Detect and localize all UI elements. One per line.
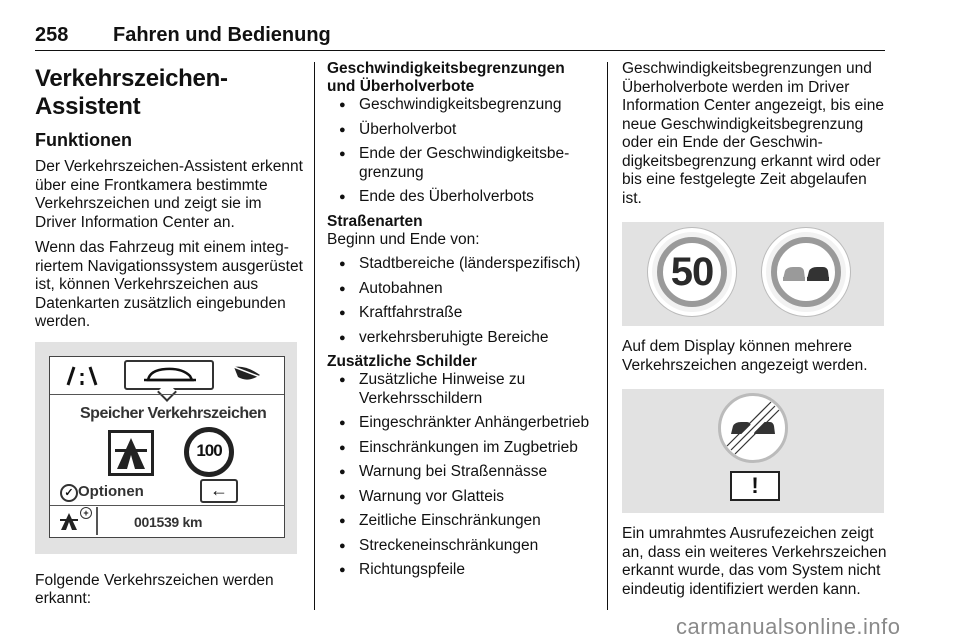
list-item: ● Überholverbot [327,121,591,140]
odometer-value: 001539 km [134,513,203,530]
back-arrow-icon: ← [200,479,238,503]
page-header [35,22,885,51]
list-heading: Straßenarten [327,212,423,230]
paragraph: Ein umrahmtes Ausrufezeichen zeigt an, dass ein weiteres Verkehrszeichen erkannt wurde, das vom System nicht eindeutig identifiziert werden kann. [622,525,887,598]
plus-badge-icon: + [80,507,92,519]
section-title: Verkehrszeichen-Assistent [35,65,228,120]
watermark: carmanualsonline.info [676,614,901,639]
sign-list [327,96,591,207]
motorway-sign-icon [108,430,154,476]
column-divider [314,62,315,610]
no-overtaking-icon [762,228,850,316]
paragraph: Folgende Verkehrszeichen werden erkannt: [35,571,274,607]
list-item: ● Geschwindigkeitsbegrenzung [327,96,591,115]
speed-limit-value: 100 [196,441,222,461]
signs-figure [622,222,884,326]
speed-limit-50-icon [648,228,736,316]
list-item: ● Ende des Überholverbots [327,188,591,207]
exclamation-box-icon [730,471,780,501]
top-divider [50,394,284,396]
column-divider [607,62,608,610]
bottom-divider [50,505,284,507]
list-heading: Zusätzliche Schilder [327,353,477,370]
list-item: ● Eingeschränkter Anhängerbetrieb [327,414,591,433]
speed-limit-100-icon [184,427,234,477]
page-number: 258 [35,24,69,46]
paragraph: Der Verkehrszeichen-Assistent erkennt über eine Frontkamera bestimmte Verkehrszeichen und zeigt sie im Driver Information Center an. [35,158,303,231]
paragraph: Wenn das Fahrzeug mit einem integriertem Navigationssystem ausgerüstet ist, können Verkehrszeichen aus Datenkarten zusätzlich eingebunden werden. [35,239,303,330]
small-motorway-icon [58,511,80,531]
leaf-icon [230,363,264,385]
exclamation-mark: ! [751,473,759,498]
check-icon: ✓ [60,484,78,502]
column-3 [622,60,888,606]
list-item: ● Einschränkungen im Zugbetrieb [327,439,591,458]
speed-limit-value: 50 [670,249,714,294]
list-item: ● Ende der Geschwindigkeitsbegrenzung [327,145,591,182]
list-item: ● Warnung vor Glatteis [327,488,591,507]
list-item: ● Zeitliche Einschränkungen [327,512,591,531]
list-item: ● Streckeneinschränkungen [327,537,591,556]
dic-display-figure [35,342,297,554]
list-item: ● verkehrsberuhigte Bereiche [327,329,591,348]
list-item: ● Richtungspfeile [327,561,591,580]
section-subtitle: Funktionen [35,130,132,150]
options-label: Optionen [78,482,144,500]
list-item: ● Autobahnen [327,280,591,299]
list-item: ● Kraftfahrstraße [327,304,591,323]
list-intro: Beginn und Ende von: [327,230,480,248]
paragraph: Auf dem Display können mehrere Verkehrszeichen angezeigt werden. [622,338,868,374]
vertical-divider [96,507,98,535]
road-type-list [327,255,591,347]
end-no-overtaking-icon [718,393,788,463]
dic-display-panel [49,356,285,538]
end-of-restriction-figure [622,389,884,513]
chapter-title: Fahren und Bedienung [113,24,331,46]
column-1 [35,60,303,616]
paragraph: Geschwindigkeitsbegrenzungen und Überholverbote werden im Driver Information Center angezeigt, bis eine neue Geschwindigkeitsbegrenzung oder ein Ende der Geschwindigkeitsbegrenzung erkannt wird oder bis eine festgelegte Zeit abgelaufen ist. [622,60,884,207]
list-item: ● Warnung bei Straßennässe [327,463,591,482]
list-heading: Geschwindigkeitsbegrenzungen und Überholverbote [327,60,565,95]
lane-icon [60,363,104,389]
additional-signs-list [327,371,591,580]
list-item: ● Stadtbereiche (länderspezifisch) [327,255,591,274]
menu-title: Speicher Verkehrszeichen [80,404,267,422]
column-2 [327,60,591,586]
list-item: ● Zusätzliche Hinweise zu Verkehrsschildern [327,371,591,408]
